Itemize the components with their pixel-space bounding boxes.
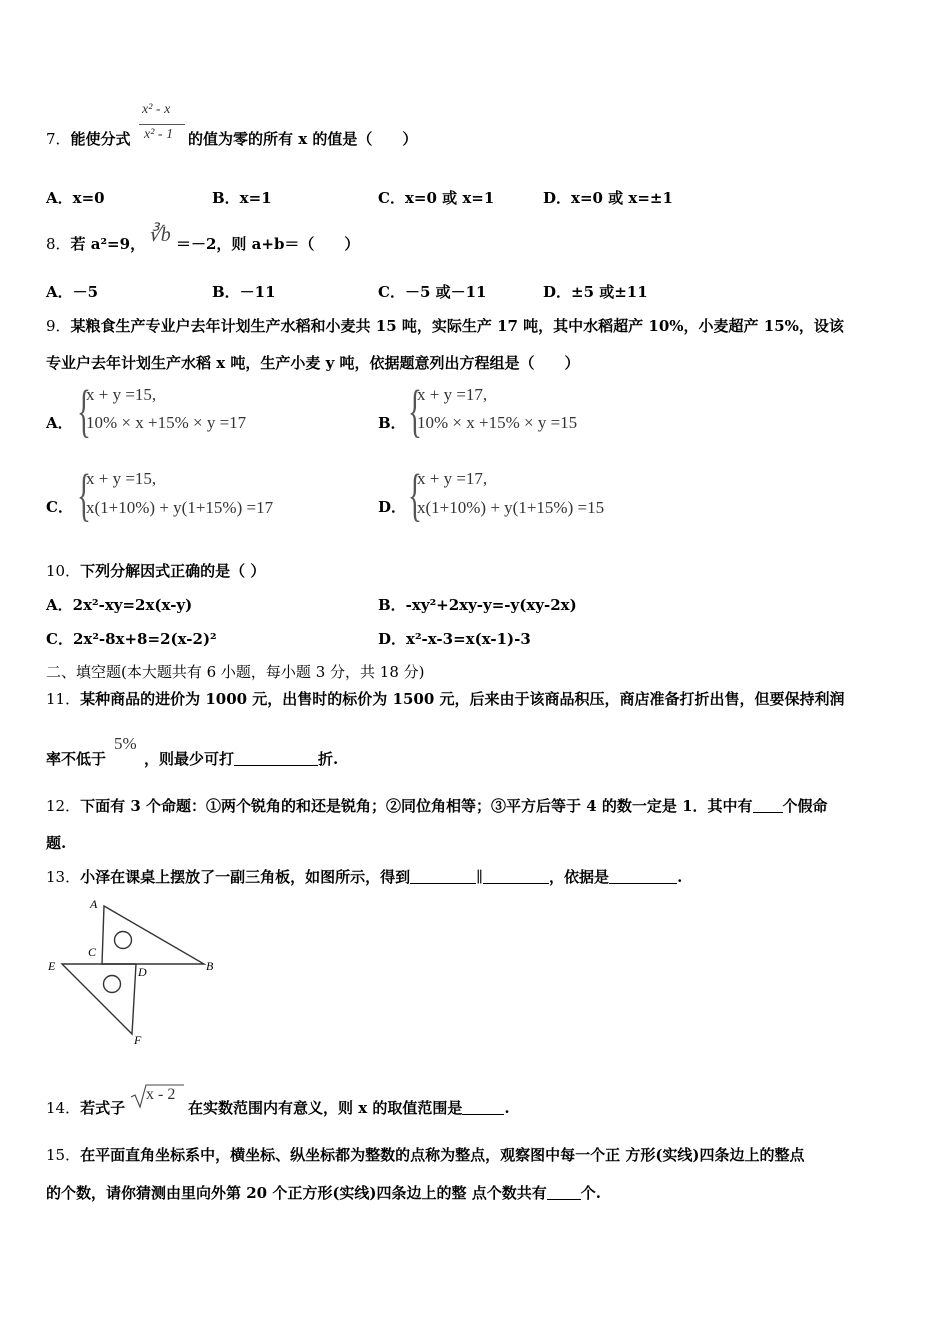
q8-option-c[interactable]: C．－5 或－11 xyxy=(378,283,487,301)
q11-end-text: 折. xyxy=(318,750,339,768)
question-11-text: 某种商品的进价为 1000 元，出售时的标价为 1500 元，后来由于该商品积压，商店准备打折出售，但要保持利润 xyxy=(80,690,845,708)
q10-option-d[interactable]: D．x²-x-3=x(x-1)-3 xyxy=(378,630,531,648)
question-15-text-2: 的个数，请你猜测由里向外第 20 个正方形(实线)四条边上的整 点个数共有 xyxy=(46,1184,547,1202)
question-number: 14． xyxy=(46,1099,81,1117)
fraction-denominator: x² - 1 xyxy=(144,127,174,142)
radicand: x - 2 xyxy=(146,1086,176,1103)
q8-option-b[interactable]: B．－11 xyxy=(212,283,276,301)
question-15-text: 在平面直角坐标系中，横坐标、纵坐标都为整数的点称为整点，观察图中每一个正 方形(实线)四条边上的整点 xyxy=(80,1146,805,1164)
label-a: A xyxy=(90,897,98,911)
triangle-set-figure xyxy=(44,894,224,1050)
question-number: 8． xyxy=(46,235,71,253)
question-9-line-2: 专业户去年计划生产水稻 x 吨，生产小麦 y 吨，依据题意列出方程组是（ ） xyxy=(46,354,580,372)
question-7 xyxy=(46,128,131,149)
triangle-hole-icon xyxy=(104,976,121,993)
label-b: B xyxy=(206,959,214,973)
answer-blank[interactable] xyxy=(483,869,549,884)
question-12-line-2: 题. xyxy=(46,834,67,852)
question-8 xyxy=(46,233,145,254)
q14-end-text: . xyxy=(504,1099,510,1117)
q11-text-post xyxy=(144,748,338,769)
q9-c-eq1: x + y =15, xyxy=(86,469,157,488)
section-heading: 二、填空题(本大题共有 6 小题，每小题 3 分，共 18 分) xyxy=(46,663,425,681)
label-f: F xyxy=(134,1033,142,1047)
q9-d-eq2: x(1+10%) + y(1+15%) =15 xyxy=(417,498,605,517)
q8-option-a[interactable]: A．－5 xyxy=(46,283,99,301)
q10-option-b[interactable]: B．-xy²+2xy-y=-y(xy-2x) xyxy=(378,596,577,614)
question-number: 12． xyxy=(46,797,81,815)
q9-a-eq1: x + y =15, xyxy=(86,385,157,404)
q14-post-text: 在实数范围内有意义，则 x 的取值范围是 xyxy=(188,1099,463,1117)
q9-d-eq1: x + y =17, xyxy=(417,469,488,488)
question-13 xyxy=(46,866,682,887)
question-number: 11． xyxy=(46,690,81,708)
question-number: 7． xyxy=(46,130,71,148)
question-12-text: 下面有 3 个命题：①两个锐角的和还是锐角；②同位角相等；③平方后等于 4 的数一定是 1．其中有 xyxy=(80,797,753,815)
percent-value: 5% xyxy=(114,734,137,753)
question-14-text-pre: 若式子 xyxy=(80,1099,126,1117)
brace-icon: { xyxy=(77,378,91,443)
q9-b-eq1: x + y =17, xyxy=(417,385,488,404)
question-number: 10． xyxy=(46,562,81,580)
question-11-line-1 xyxy=(46,688,844,709)
brace-icon: { xyxy=(77,462,91,527)
question-14-text-post xyxy=(188,1097,510,1118)
question-8-text-pre: 若 a²=9， xyxy=(70,235,146,253)
question-15-line-2 xyxy=(46,1182,601,1203)
q10-option-a[interactable]: A．2x²-xy=2x(x-y) xyxy=(46,596,193,614)
triangle-abc xyxy=(102,906,204,964)
q7-option-b[interactable]: B．x=1 xyxy=(212,189,272,207)
q9-option-d-label[interactable]: D． xyxy=(378,498,407,516)
q7-option-c[interactable]: C．x=0 或 x=1 xyxy=(378,189,495,207)
brace-icon: { xyxy=(408,378,422,443)
answer-blank[interactable] xyxy=(462,1100,504,1115)
q9-b-eq2: 10% × x +15% × y =15 xyxy=(417,413,578,432)
answer-blank[interactable] xyxy=(234,751,318,766)
triangle-edf xyxy=(62,964,136,1034)
question-number: 13． xyxy=(46,868,81,886)
question-12-end: 个假命 xyxy=(782,797,828,815)
label-e: E xyxy=(48,959,56,973)
answer-blank[interactable] xyxy=(547,1185,581,1200)
question-7-text-post: 的值为零的所有 x 的值是（ ） xyxy=(188,130,418,148)
q9-option-c-label[interactable]: C． xyxy=(46,498,73,516)
question-12-line-1 xyxy=(46,795,828,816)
question-8-text-post: ＝－2，则 a+b＝（ ） xyxy=(176,235,360,253)
question-number: 9． xyxy=(46,317,71,335)
q9-option-b-label[interactable]: B． xyxy=(378,414,406,432)
triangle-hole-icon xyxy=(115,932,132,949)
question-9-text: 某粮食生产专业户去年计划生产水稻和小麦共 15 吨，实际生产 17 吨，其中水稻超产 10%，小麦超产 15%，设该 xyxy=(70,317,844,335)
q7-option-d[interactable]: D．x=0 或 x=±1 xyxy=(543,189,673,207)
q8-option-d[interactable]: D．±5 或±11 xyxy=(543,283,648,301)
parallel-symbol: ∥ xyxy=(476,868,484,886)
fraction-numerator: x² - x xyxy=(142,102,171,117)
question-9-line-1 xyxy=(46,315,844,336)
brace-icon: { xyxy=(408,462,422,527)
answer-blank[interactable] xyxy=(609,869,677,884)
question-7-text-pre: 能使分式 xyxy=(70,130,131,148)
label-c: C xyxy=(88,945,97,959)
q9-option-a-label[interactable]: A． xyxy=(46,414,73,432)
fraction-bar xyxy=(139,124,185,125)
question-13-text: 小泽在课桌上摆放了一副三角板，如图所示，得到 xyxy=(80,868,411,886)
q9-c-eq2: x(1+10%) + y(1+15%) =17 xyxy=(86,498,274,517)
question-10-text: 下列分解因式正确的是（ ） xyxy=(80,562,266,580)
cube-root: ∛b xyxy=(148,224,171,246)
question-15-line-1 xyxy=(46,1144,805,1165)
answer-blank[interactable] xyxy=(410,869,476,884)
question-13-end: . xyxy=(677,868,683,886)
question-14 xyxy=(46,1097,125,1118)
q10-option-c[interactable]: C．2x²-8x+8=2(x-2)² xyxy=(46,630,217,648)
answer-blank[interactable] xyxy=(753,798,783,813)
q11-text-pre: 率不低于 xyxy=(46,750,107,768)
question-11-line-2 xyxy=(46,748,106,769)
question-15-end: 个. xyxy=(580,1184,601,1202)
question-10 xyxy=(46,560,265,581)
label-d: D xyxy=(138,965,147,979)
question-number: 15． xyxy=(46,1146,81,1164)
q7-option-a[interactable]: A．x=0 xyxy=(46,189,105,207)
q11-post-text: ，则最少可打 xyxy=(144,750,235,768)
question-13-mid: ，依据是 xyxy=(549,868,610,886)
q9-a-eq2: 10% × x +15% × y =17 xyxy=(86,413,247,432)
